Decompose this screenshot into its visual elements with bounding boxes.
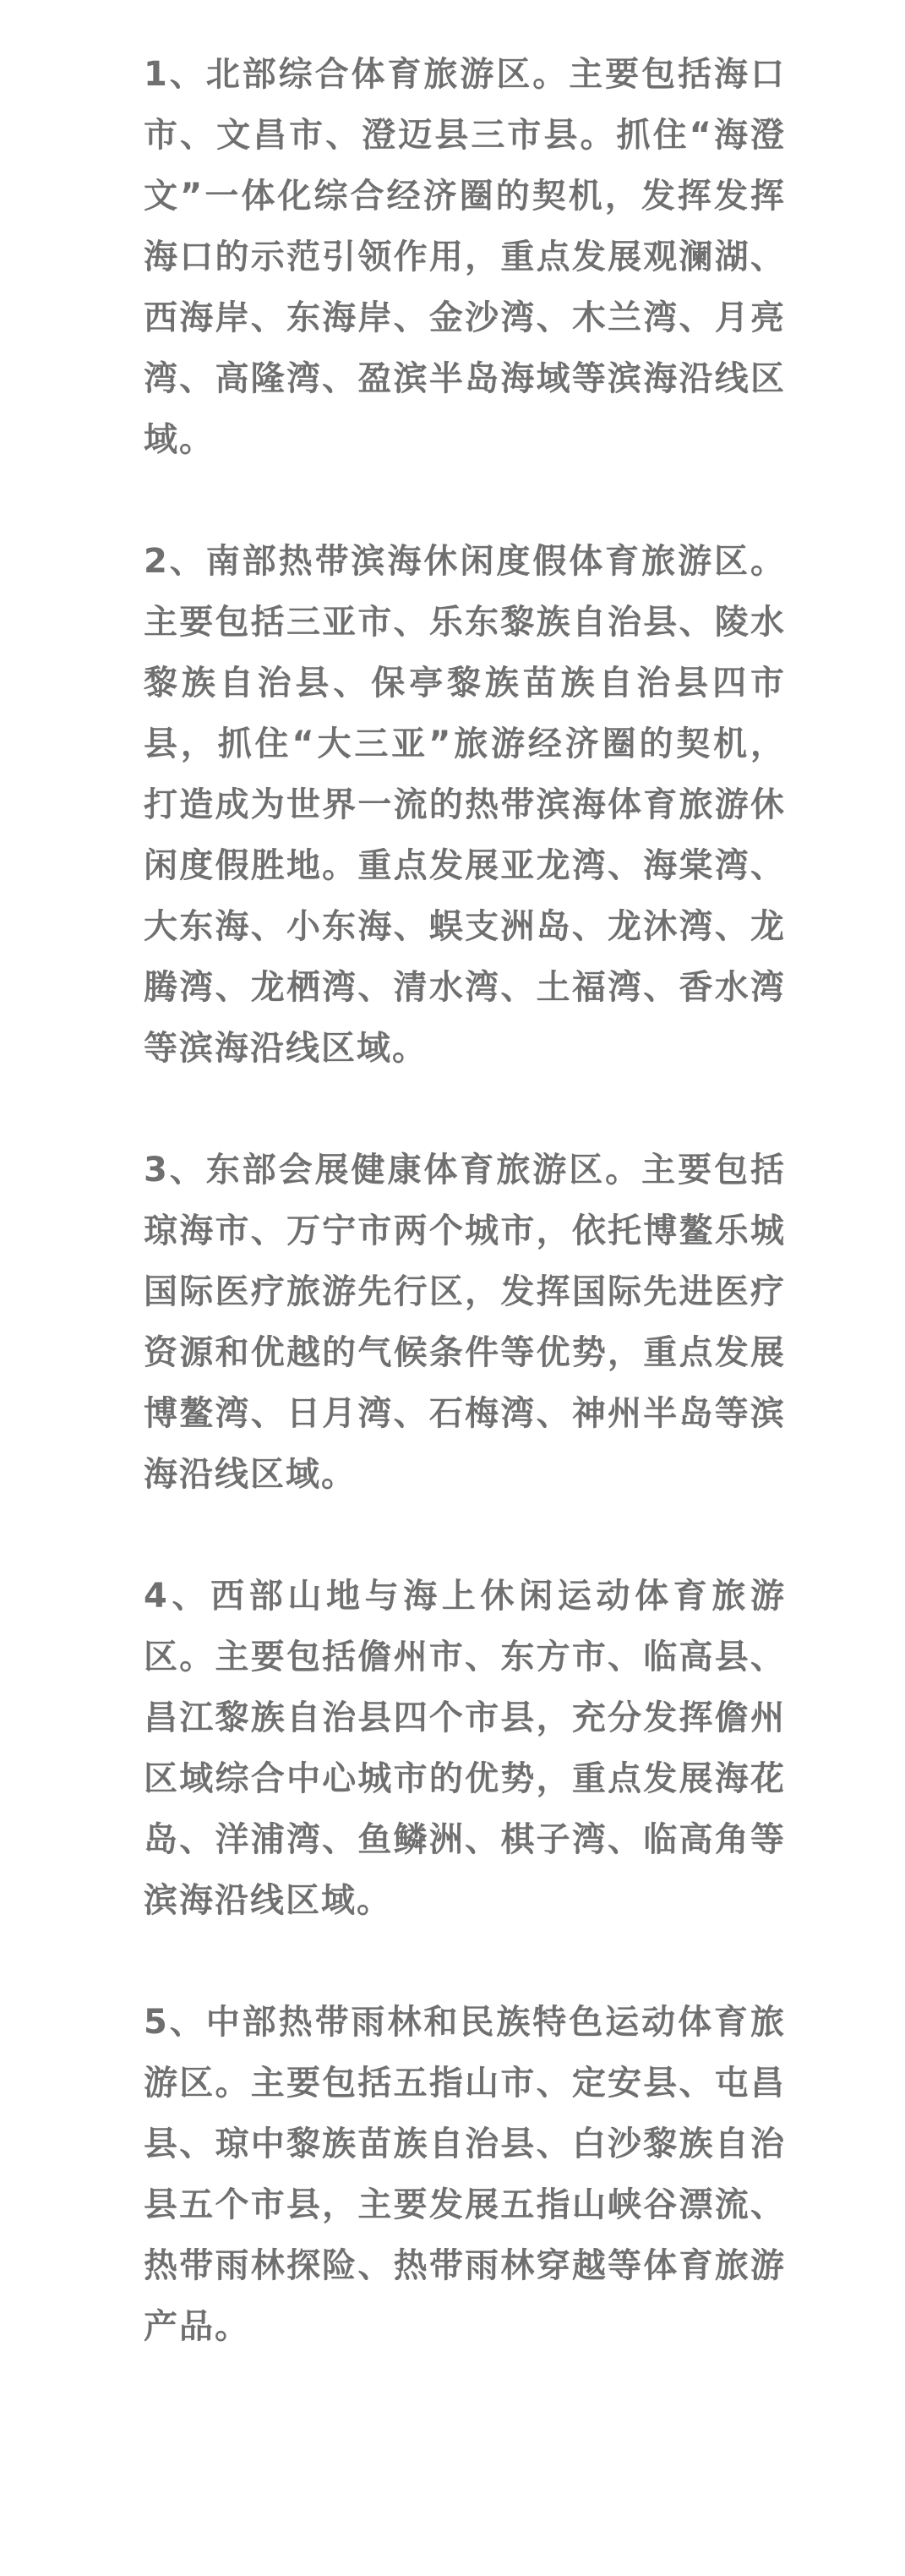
- paragraph-south-zone: 2、南部热带滨海休闲度假体育旅游区。主要包括三亚市、乐东黎族自治县、陵水黎族自治县、保亭黎族苗族自治县四市县，抓住“大三亚”旅游经济圈的契机，打造成为世界一流的热带滨海体育旅游休闲度假胜地。重点发展亚龙湾、海棠湾、大东海、小东海、蜈支洲岛、龙沐湾、龙腾湾、龙栖湾、清水湾、土福湾、香水湾等滨海沿线区域。: [144, 542, 786, 1068]
- paragraph-east-zone: 3、东部会展健康体育旅游区。主要包括琼海市、万宁市两个城市，依托博鳌乐城国际医疗旅游先行区，发挥国际先进医疗资源和优越的气候条件等优势，重点发展博鳌湾、日月湾、石梅湾、神州半岛等滨海沿线区域。: [144, 1151, 786, 1494]
- paragraph-north-zone: 1、北部综合体育旅游区。主要包括海口市、文昌市、澄迈县三市县。抓住“海澄文”一体化综合经济圈的契机，发挥发挥海口的示范引领作用，重点发展观澜湖、西海岸、东海岸、金沙湾、木兰湾、月亮湾、高隆湾、盈滨半岛海域等滨海沿线区域。: [144, 55, 786, 459]
- article-body: [144, 44, 786, 2357]
- paragraph-central-zone: 5、中部热带雨林和民族特色运动体育旅游区。主要包括五指山市、定安县、屯昌县、琼中黎族苗族自治县、白沙黎族自治县五个市县，主要发展五指山峡谷漂流、热带雨林探险、热带雨林穿越等体育旅游产品。: [144, 2003, 786, 2346]
- paragraph-west-zone: 4、西部山地与海上休闲运动体育旅游区。主要包括儋州市、东方市、临高县、昌江黎族自治县四个市县，充分发挥儋州区域综合中心城市的优势，重点发展海花岛、洋浦湾、鱼鳞洲、棋子湾、临高角等滨海沿线区域。: [144, 1577, 786, 1920]
